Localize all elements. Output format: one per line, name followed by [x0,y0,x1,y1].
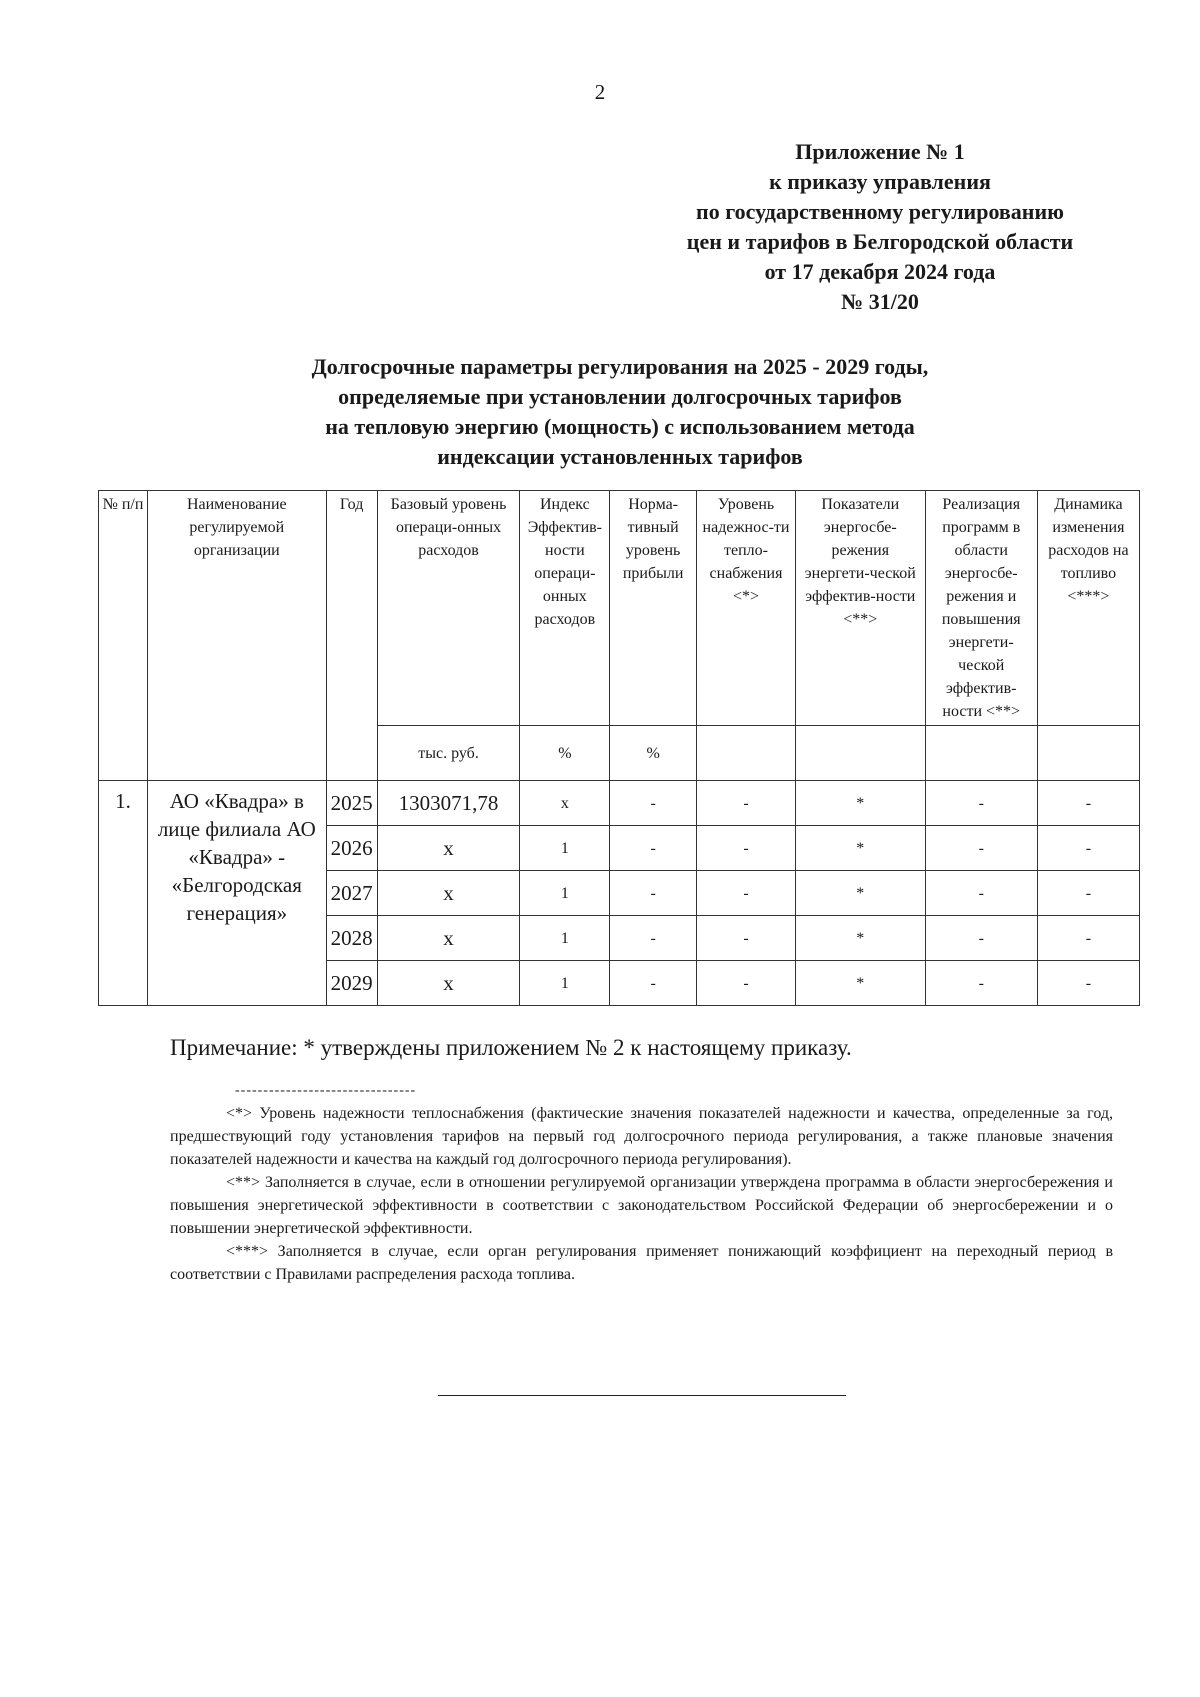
cell-reliability: - [697,781,796,826]
cell-index: 1 [520,961,610,1006]
cell-fuel: - [1037,871,1139,916]
parameters-table [98,490,1140,1006]
cell-year: 2027 [326,871,377,916]
cell-program: - [925,871,1037,916]
cell-year: 2026 [326,826,377,871]
unit-empty [925,726,1037,781]
cell-fuel: - [1037,916,1139,961]
cell-base: х [377,871,520,916]
cell-index: 1 [520,871,610,916]
org-number: 1. [99,781,148,1006]
cell-profit: - [610,961,697,1006]
appendix-line: по государственному регулированию [696,199,1064,224]
footnotes [170,1102,1113,1286]
cell-profit: - [610,781,697,826]
cell-energy: * [796,871,926,916]
header-base-opex: Базовый уровень операци-онных расходов [377,491,520,726]
cell-program: - [925,781,1037,826]
appendix-line: к приказу управления [769,169,991,194]
cell-reliability: - [697,871,796,916]
cell-energy: * [796,826,926,871]
org-name: АО «Квадра» в лице филиала АО «Квадра» - «Белгородская генерация» [147,781,326,1006]
footnote: <*> Уровень надежности теплоснабжения (фактические значения показателей надежности и качества, определенные за год, предшествующий году установления тарифов на первый год долгосрочного периода регулирования, а также плановые значения показателей надежности и качества на каждый год долгосрочного периода регулирования). [170,1105,1113,1168]
page-number: 2 [594,80,606,104]
appendix-line: Приложение № 1 [795,139,965,164]
cell-base: х [377,961,520,1006]
title-line: определяемые при установлении долгосрочных тарифов [338,384,902,409]
cell-base: х [377,826,520,871]
cell-program: - [925,961,1037,1006]
cell-fuel: - [1037,826,1139,871]
cell-energy: * [796,961,926,1006]
cell-base: 1303071,78 [377,781,520,826]
unit-profit: % [610,726,697,781]
title-line: Долгосрочные параметры регулирования на 2025 - 2029 годы, [311,354,929,379]
cell-base: х [377,916,520,961]
cell-profit: - [610,916,697,961]
cell-index: 1 [520,826,610,871]
footnote: <**> Заполняется в случае, если в отношении регулируемой организации утверждена программа в области энергосбережения и повышения энергетической эффективности в соответствии с законодательством Российской Федерации об энергосбережении и о повышении энергетической эффективности. [170,1174,1113,1237]
footnote-separator: -------------------------------- [235,1083,417,1098]
table-row [99,781,1140,826]
header-fuel-dynamics: Динамика изменения расходов на топливо <***> [1037,491,1139,726]
appendix-heading [640,137,1120,317]
header-energy-saving: Показатели энергосбе-режения энергети-ческой эффектив-ности <**> [796,491,926,726]
unit-empty [697,726,796,781]
unit-empty [1037,726,1139,781]
cell-year: 2028 [326,916,377,961]
header-program: Реализация программ в области энергосбе-режения и повышения энергети-ческой эффектив-ности <**> [925,491,1037,726]
cell-index: х [520,781,610,826]
cell-energy: * [796,781,926,826]
header-year: Год [326,491,377,781]
end-divider [438,1395,846,1396]
cell-fuel: - [1037,781,1139,826]
cell-index: 1 [520,916,610,961]
cell-reliability: - [697,916,796,961]
cell-reliability: - [697,961,796,1006]
table-header-row [99,491,1140,726]
cell-program: - [925,826,1037,871]
note: Примечание: * утверждены приложением № 2 к настоящему приказу. [170,1035,852,1060]
cell-year: 2029 [326,961,377,1006]
unit-empty [796,726,926,781]
cell-year: 2025 [326,781,377,826]
appendix-line: цен и тарифов в Белгородской области [686,229,1074,254]
cell-program: - [925,916,1037,961]
header-organization: Наименование регулируемой организации [147,491,326,781]
cell-profit: - [610,871,697,916]
appendix-line: № 31/20 [841,289,919,314]
appendix-line: от 17 декабря 2024 года [764,259,996,284]
cell-fuel: - [1037,961,1139,1006]
document-title [170,352,1070,472]
title-line: индексации установленных тарифов [437,444,803,469]
header-normative-profit: Норма-тивный уровень прибыли [610,491,697,726]
cell-reliability: - [697,826,796,871]
footnote: <***> Заполняется в случае, если орган регулирования применяет понижающий коэффициент на переходный период в соответствии с Правилами распределения расхода топлива. [170,1243,1113,1283]
title-line: на тепловую энергию (мощность) с использованием метода [325,414,915,439]
unit-base: тыс. руб. [377,726,520,781]
header-reliability: Уровень надежнос-ти тепло-снабжения <*> [697,491,796,726]
unit-index: % [520,726,610,781]
header-efficiency-index: Индекс Эффектив-ности операци-онных расходов [520,491,610,726]
cell-energy: * [796,916,926,961]
cell-profit: - [610,826,697,871]
header-number: № п/п [99,491,148,781]
